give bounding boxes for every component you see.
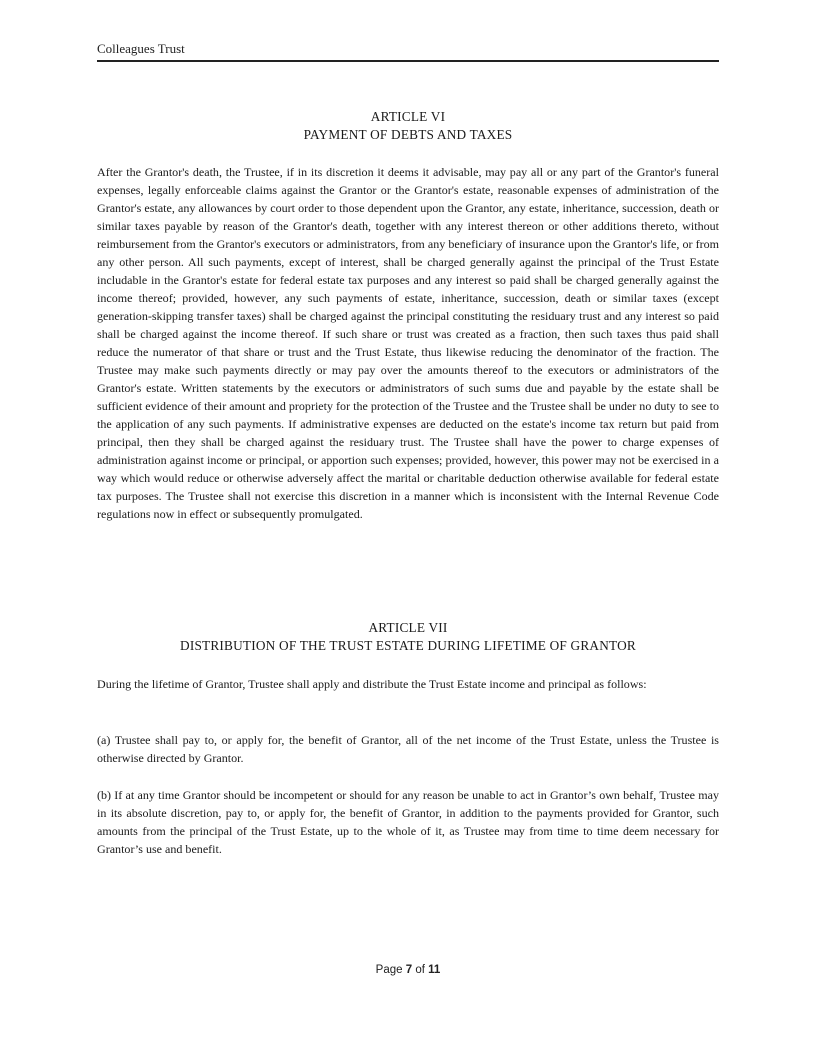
article-6-heading — [97, 108, 719, 144]
article-7-item-a: (a) Trustee shall pay to, or apply for, the benefit of Grantor, all of the net income of the Trust Estate, unless the Trustee is otherwise directed by Grantor. — [97, 733, 719, 765]
article-6-title: PAYMENT OF DEBTS AND TAXES — [303, 127, 513, 142]
article-7-intro: During the lifetime of Grantor, Trustee shall apply and distribute the Trust Estate income and principal as follows: — [97, 677, 647, 691]
article-7-number: ARTICLE VII — [368, 620, 448, 635]
page-current: 7 — [405, 964, 413, 976]
page-number — [0, 964, 816, 976]
article-6-paragraph: After the Grantor's death, the Trustee, if in its discretion it deems it advisable, may pay all or any part of the Grantor's funeral expenses, legally enforceable claims against the Grantor or the Grantor's estate, reasonable expenses of administration of the Grantor's estate, any allowances by court order to those dependent upon the Grantor, any estate, inheritance, succession, death or similar taxes payable by reason of the Grantor's death, together with any interest thereon or other additions thereto, without reimbursement from the Grantor's executors or administrators, from any beneficiary of insurance upon the Grantor's life, or from any other person. All such payments, except of interest, shall be charged generally against the principal of the Trust Estate includable in the Grantor's estate for federal estate tax purposes and any interest so paid shall be charged generally against the income thereof; provided, however, any such payments of estate, inheritance, succession, death or similar taxes (except generation-skipping transfer taxes) shall be charged against the principal constituting the residuary trust and any interest so paid shall be charged against the income thereof. If such share or trust was created as a fraction, then such taxes thus paid shall reduce the numerator of that share or trust and the Trust Estate, thus likewise reducing the denominator of the fraction. The Trustee may make such payments directly or may pay over the amounts thereof to the executors or administrators of the Grantor's estate. Written statements by the executors or administrators of such sums due and payable by the estate shall be sufficient evidence of their amount and propriety for the protection of the Trustee and the Trustee shall be under no duty to see to the application of any such payments. If administrative expenses are deducted on the estate's income tax return but paid from principal, then they shall be charged against the residuary trust. The Trustee shall have the power to charge expenses of administration against income or principal, or apportion such expenses; provided, however, this power may not be exercised in a way which would reduce or otherwise adversely affect the marital or charitable deduction otherwise available for federal estate tax purposes. The Trustee shall not exercise this discretion in a manner which is inconsistent with the Internal Revenue Code regulations now in effect or subsequently promulgated. — [97, 165, 719, 521]
article-7-heading — [97, 619, 719, 655]
page-label: Page — [375, 964, 403, 976]
page-total: 11 — [428, 964, 441, 976]
article-6-number: ARTICLE VI — [370, 109, 446, 124]
running-header: Colleagues Trust — [97, 40, 719, 62]
article-7-item-b: (b) If at any time Grantor should be incompetent or should for any reason be unable to act in Grantor’s own behalf, Trustee may in its absolute discretion, pay to, or apply for, the benefit of Grantor, in addition to the payments provided for Grantor, such amounts from the principal of the Trust Estate, up to the whole of it, as Trustee may from time to time deem necessary for Grantor’s use and benefit. — [97, 788, 719, 856]
page-of: of — [415, 964, 425, 976]
article-7-title: DISTRIBUTION OF THE TRUST ESTATE DURING LIFETIME OF GRANTOR — [180, 638, 636, 653]
